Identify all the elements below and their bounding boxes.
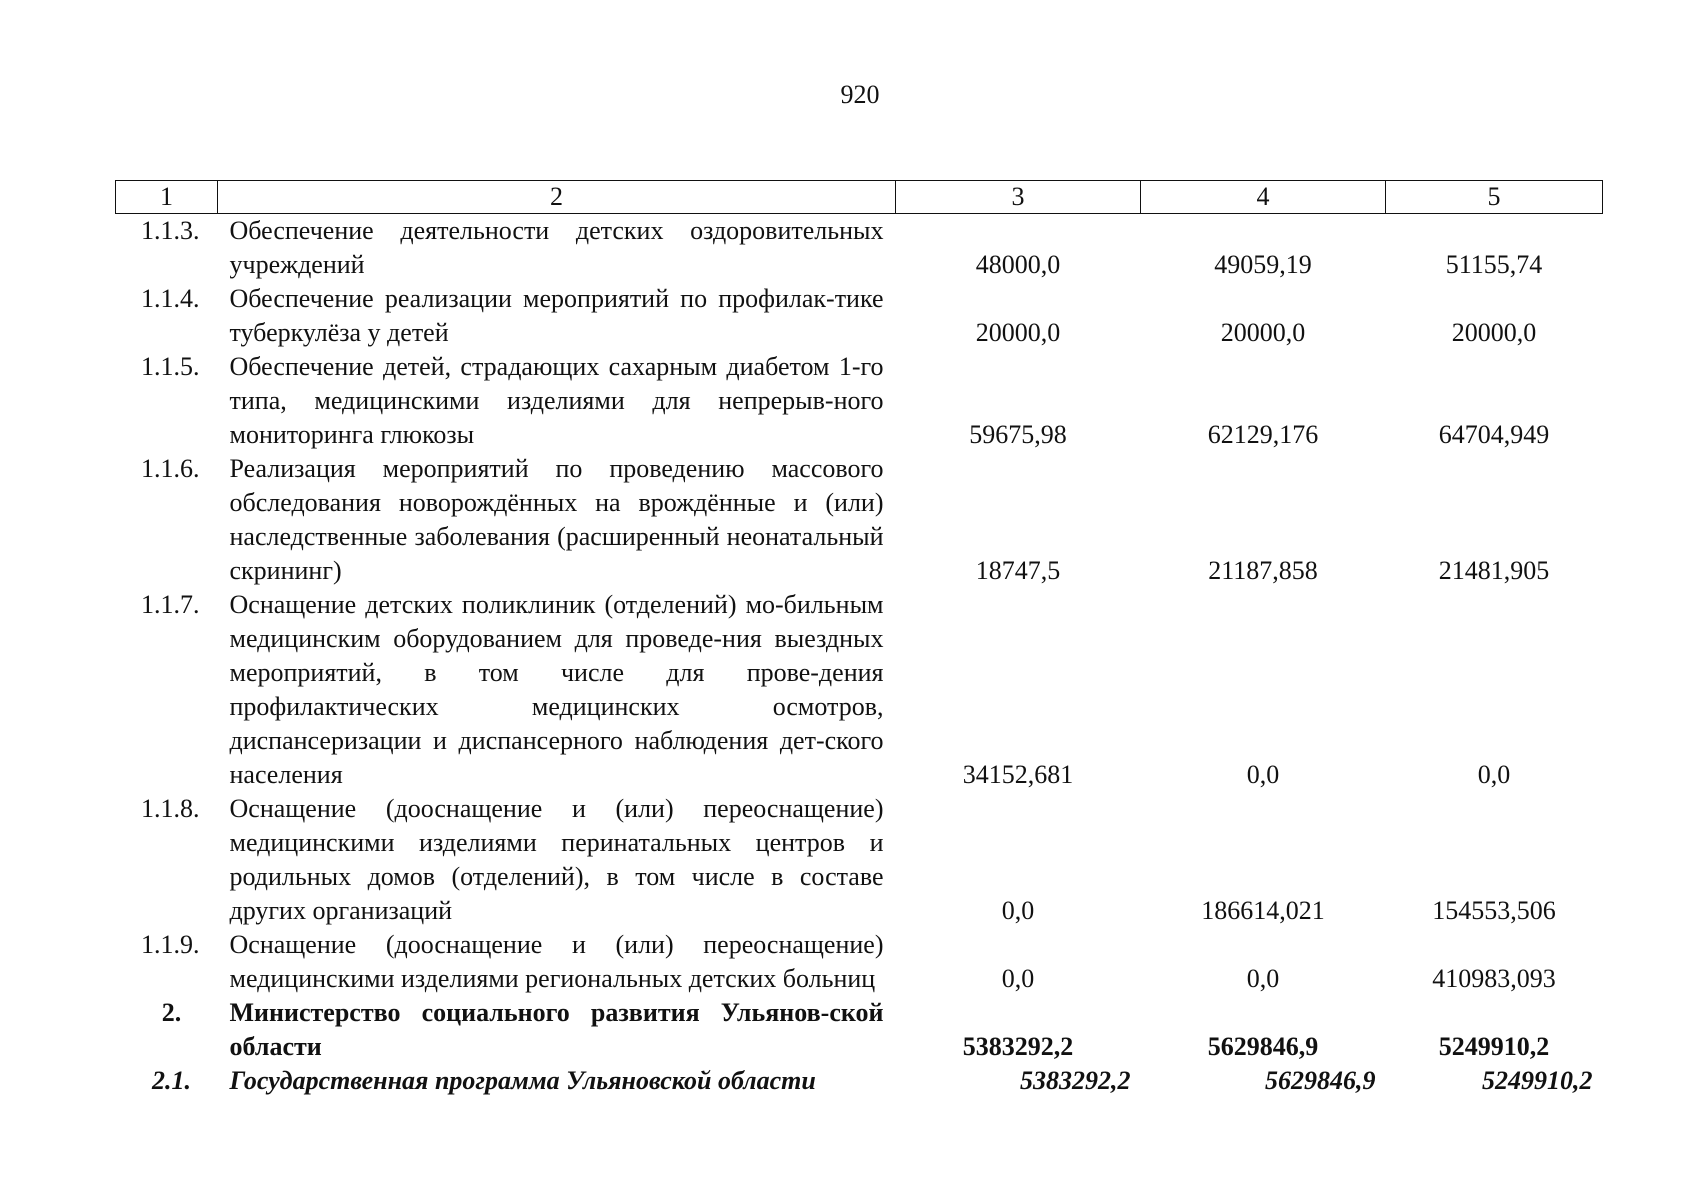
row-number: 2. bbox=[161, 998, 182, 1027]
row-description: Обеспечение деятельности детских оздоровительных учреждений bbox=[229, 216, 884, 279]
row-value-col-4: 21187,858 bbox=[1208, 556, 1318, 585]
page-number: 920 bbox=[840, 80, 880, 109]
row-value-col-3: 18747,5 bbox=[975, 556, 1061, 585]
row-value-col-3: 0,0 bbox=[1001, 896, 1035, 925]
budget-table bbox=[115, 180, 1603, 1098]
header-col-5: 5 bbox=[1386, 181, 1603, 214]
row-number: 1.1.5. bbox=[141, 352, 200, 381]
table-row bbox=[116, 350, 1603, 452]
row-number: 1.1.7. bbox=[141, 590, 200, 619]
header-col-2: 2 bbox=[218, 181, 896, 214]
row-description: Реализация мероприятий по проведению массового обследования новорождённых на врождённые и (или) наследственные заболевания (расширенный неонатальный скрининг) bbox=[229, 454, 884, 585]
row-value-col-4: 0,0 bbox=[1246, 760, 1280, 789]
row-value-col-3: 20000,0 bbox=[975, 318, 1061, 347]
row-description: Государственная программа Ульяновской области bbox=[229, 1066, 816, 1095]
table-row bbox=[116, 792, 1603, 928]
row-description: Министерство социального развития Ульянов-ской области bbox=[229, 998, 884, 1061]
row-description: Оснащение (дооснащение и (или) переоснащение) медицинскими изделиями региональных детских больниц bbox=[229, 930, 884, 993]
row-description: Оснащение детских поликлиник (отделений) мо-бильным медицинским оборудованием для проведе-ния выездных мероприятий, в том числе для прове-дения профилактических медицинских осмотров, диспансеризации и диспансерного наблюдения дет-ского населения bbox=[229, 590, 884, 789]
row-value-col-3: 48000,0 bbox=[975, 250, 1061, 279]
row-value-col-4: 186614,021 bbox=[1201, 896, 1325, 925]
row-value-col-3: 59675,98 bbox=[969, 420, 1067, 449]
row-value-col-3: 5383292,2 bbox=[1020, 1066, 1131, 1095]
row-value-col-5: 154553,506 bbox=[1432, 896, 1556, 925]
row-value-col-3: 5383292,2 bbox=[962, 1032, 1074, 1061]
row-number: 1.1.9. bbox=[141, 930, 200, 959]
row-value-col-5: 410983,093 bbox=[1432, 964, 1556, 993]
row-value-col-5: 0,0 bbox=[1477, 760, 1511, 789]
row-value-col-5: 51155,74 bbox=[1445, 250, 1543, 279]
row-value-col-3: 34152,681 bbox=[962, 760, 1074, 789]
row-value-col-4: 49059,19 bbox=[1214, 250, 1312, 279]
row-number: 1.1.6. bbox=[141, 454, 200, 483]
row-value-col-4: 5629846,9 bbox=[1265, 1066, 1376, 1095]
table-row bbox=[116, 928, 1603, 996]
table-row bbox=[116, 996, 1603, 1064]
row-description: Обеспечение детей, страдающих сахарным диабетом 1-го типа, медицинскими изделиями для непрерыв-ного мониторинга глюкозы bbox=[229, 352, 884, 449]
table-body bbox=[116, 214, 1603, 1099]
header-row bbox=[116, 181, 1603, 214]
header-col-3: 3 bbox=[896, 181, 1141, 214]
table-row bbox=[116, 282, 1603, 350]
header-col-4: 4 bbox=[1141, 181, 1386, 214]
table-row bbox=[116, 1064, 1603, 1098]
header-col-1: 1 bbox=[116, 181, 218, 214]
row-number: 1.1.4. bbox=[141, 284, 200, 313]
row-description: Обеспечение реализации мероприятий по профилак-тике туберкулёза у детей bbox=[229, 284, 884, 347]
row-number: 1.1.3. bbox=[141, 216, 200, 245]
row-number: 2.1. bbox=[152, 1066, 191, 1095]
row-value-col-4: 0,0 bbox=[1246, 964, 1280, 993]
table-row bbox=[116, 588, 1603, 792]
row-value-col-4: 20000,0 bbox=[1220, 318, 1306, 347]
row-value-col-5: 20000,0 bbox=[1451, 318, 1537, 347]
row-value-col-4: 62129,176 bbox=[1207, 420, 1319, 449]
row-value-col-5: 5249910,2 bbox=[1482, 1066, 1593, 1095]
row-value-col-4: 5629846,9 bbox=[1207, 1032, 1319, 1061]
table-row bbox=[116, 214, 1603, 283]
table-row bbox=[116, 452, 1603, 588]
row-value-col-3: 0,0 bbox=[1001, 964, 1035, 993]
row-value-col-5: 64704,949 bbox=[1438, 420, 1550, 449]
row-description: Оснащение (дооснащение и (или) переоснащение) медицинскими изделиями перинатальных центров и родильных домов (отделений), в том числе в составе других организаций bbox=[229, 794, 884, 925]
row-value-col-5: 21481,905 bbox=[1438, 556, 1550, 585]
row-value-col-5: 5249910,2 bbox=[1438, 1032, 1550, 1061]
row-number: 1.1.8. bbox=[141, 794, 200, 823]
